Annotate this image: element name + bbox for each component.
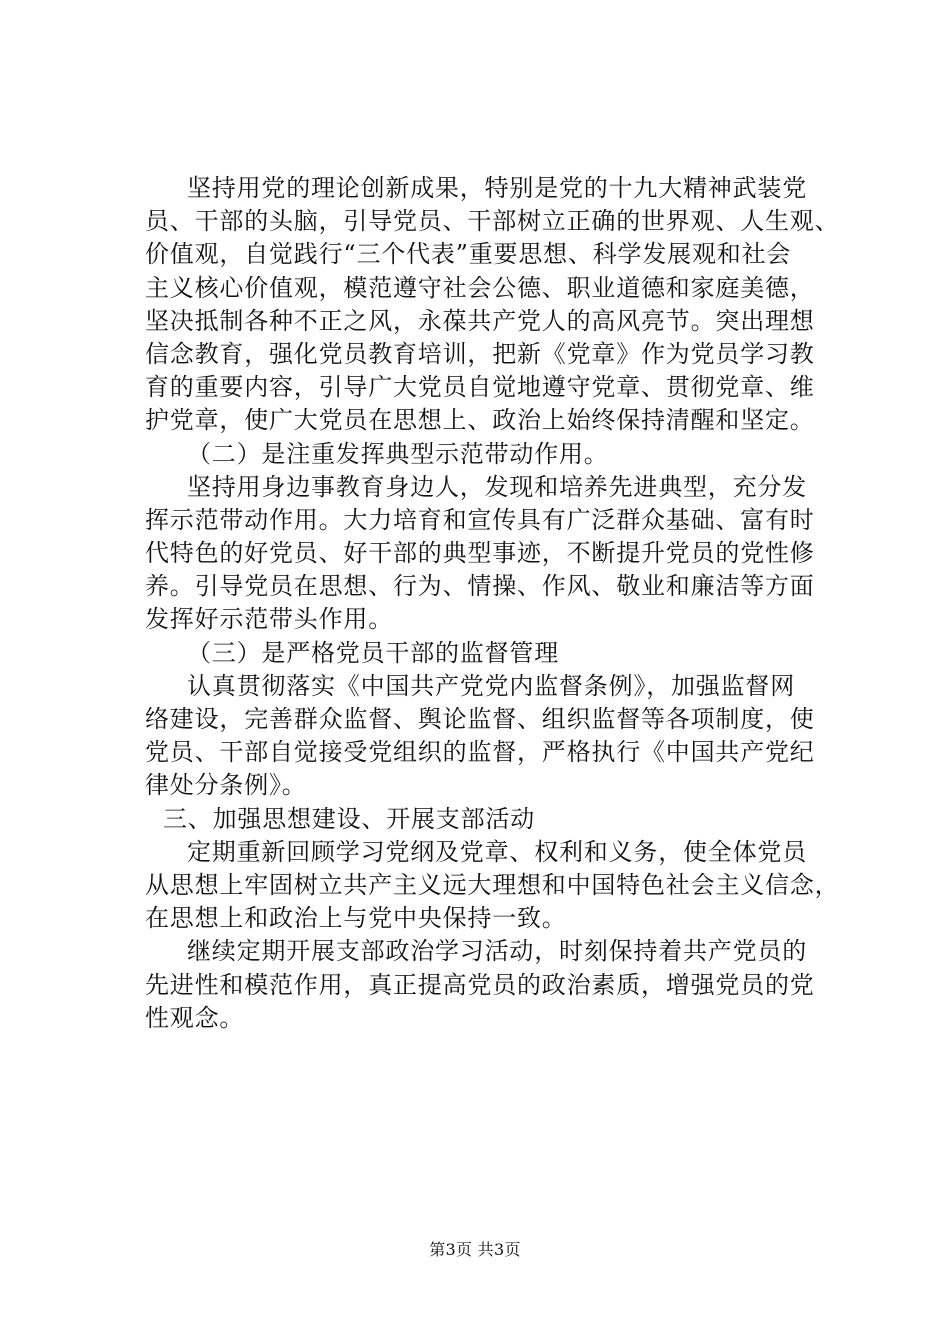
paragraph-2-line: 坚持用身边事教育身边人，发现和培养先进典型，充分发 [187,472,807,501]
paragraph-5-line: 继续定期开展支部政治学习活动，时刻保持着共产党员的 [187,937,807,966]
section-heading-2: （二）是注重发挥典型示范带动作用。 [187,439,609,468]
page-number-label: 第3页 共3页 [429,1240,521,1259]
paragraph-3-line: 认真贯彻落实《中国共产党党内监督条例》，加强监督网 [187,671,795,700]
paragraph-5-line: 先进性和模范作用，真正提高党员的政治素质，增强党员的党 [145,970,815,999]
paragraph-1-line: 坚决抵制各种不正之风，永葆共产党人的高风亮节。突出理想 [145,306,815,335]
page-footer [0,1240,950,1260]
paragraph-1-line: 护党章，使广大党员在思想上、政治上始终保持清醒和坚定。 [145,406,815,435]
paragraph-3-line: 律处分条例》。 [145,771,307,800]
paragraph-2-line: 养。引导党员在思想、行为、情操、作风、敬业和廉洁等方面 [145,572,815,601]
document-body [145,172,840,1035]
paragraph-1-line: 育的重要内容，引导广大党员自觉地遵守党章、贯彻党章、维 [145,373,815,402]
paragraph-3-line: 络建设，完善群众监督、舆论监督、组织监督等各项制度，使 [145,705,815,733]
chapter-heading-3: 三、加强思想建设、开展支部活动 [163,804,535,833]
paragraph-4-line: 从思想上牢固树立共产主义远大理想和中国特色社会主义信念， [145,870,840,899]
paragraph-2-line: 发挥好示范带头作用。 [145,605,393,634]
paragraph-4-line: 定期重新回顾学习党纲及党章、权利和义务，使全体党员 [187,837,807,866]
paragraph-1-line: 坚持用党的理论创新成果，特别是党的十九大精神武装党 [187,174,807,202]
paragraph-4-line: 在思想上和政治上与党中央保持一致。 [145,904,567,933]
paragraph-1-line: 主义核心价值观，模范遵守社会公德、职业道德和家庭美德， [145,273,815,302]
paragraph-1-line: 员、干部的头脑，引导党员、干部树立正确的世界观、人生观、 [145,207,840,236]
paragraph-2-line: 代特色的好党员、好干部的典型事迹，不断提升党员的党性修 [145,539,815,568]
section-heading-3: （三）是严格党员干部的监督管理 [187,638,559,667]
paragraph-2-line: 挥示范带动作用。大力培育和宣传具有广泛群众基础、富有时 [145,505,815,534]
paragraph-1-line: 信念教育，强化党员教育培训，把新《党章》作为党员学习教 [145,339,815,368]
paragraph-3-line: 党员、干部自觉接受党组织的监督，严格执行《中国共产党纪 [145,738,815,767]
paragraph-5-line: 性观念。 [145,1003,245,1032]
paragraph-1-line: 价值观，自觉践行“三个代表”重要思想、科学发展观和社会 [145,240,792,269]
